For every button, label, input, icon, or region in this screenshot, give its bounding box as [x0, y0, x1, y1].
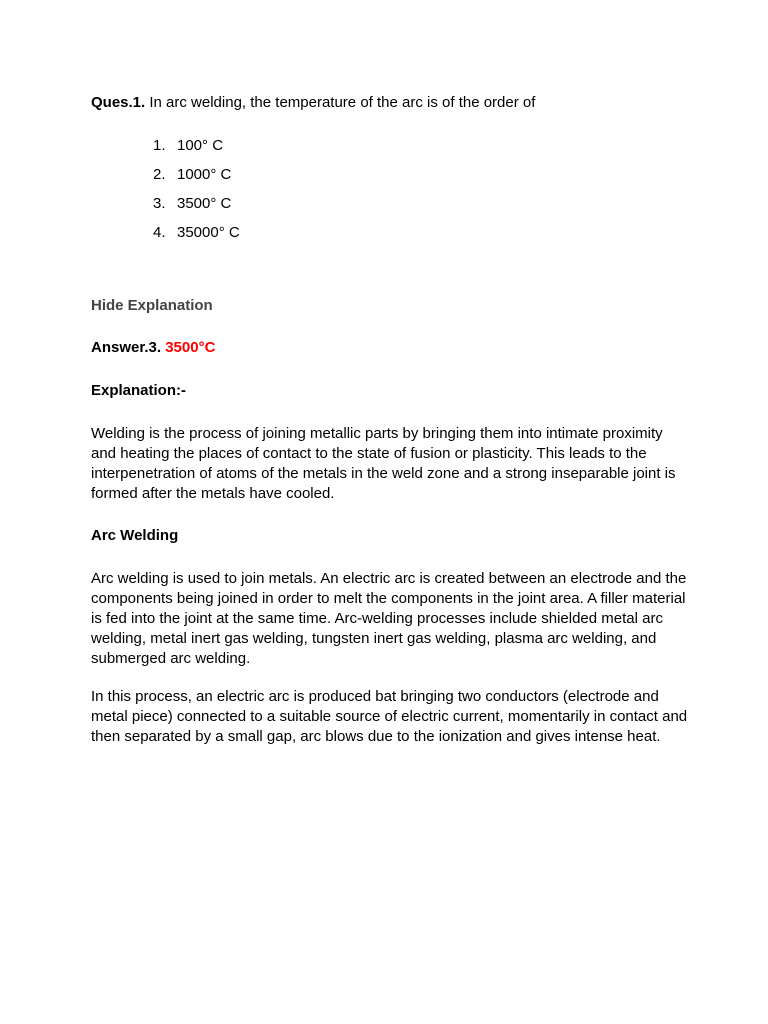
option-number: 1.: [153, 137, 166, 154]
question-label: Ques.1.: [91, 94, 146, 111]
option-text: 100° C: [177, 137, 224, 154]
explanation-heading: Explanation:-: [91, 382, 187, 399]
option-item: [153, 165, 691, 185]
answer-line: [91, 338, 691, 358]
option-number: 4.: [153, 224, 166, 241]
option-text: 3500° C: [177, 195, 232, 212]
option-text: 35000° C: [177, 224, 240, 241]
arc-welding-paragraph-2: In this process, an electric arc is produced bat bringing two conductors (electrode and metal piece) connected to a suitable source of electric current, momentarily in contact and then separated by a small gap, arc blows due to the ionization and gives intense heat.: [91, 688, 688, 745]
answer-label: Answer.3.: [91, 339, 166, 356]
option-item: [153, 223, 691, 243]
option-item: [153, 194, 691, 214]
question-text: In arc welding, the temperature of the arc is of the order of: [145, 94, 536, 111]
option-item: [153, 136, 691, 156]
answer-value: 3500°C: [165, 339, 216, 356]
question: [91, 93, 691, 113]
answer-options: [91, 136, 691, 243]
arc-welding-heading: Arc Welding: [91, 527, 179, 544]
option-text: 1000° C: [177, 166, 232, 183]
arc-welding-paragraph-1: Arc welding is used to join metals. An electric arc is created between an electrode and the components being joined in order to melt the components in the joint area. A filler material is fed into the joint at the same time. Arc-welding processes include shielded metal arc welding, metal inert gas welding, tungsten inert gas welding, plasma arc welding, and submerged arc welding.: [91, 570, 687, 667]
document-content: [91, 93, 691, 747]
option-number: 2.: [153, 166, 166, 183]
hide-explanation-toggle[interactable]: Hide Explanation: [91, 297, 213, 314]
option-number: 3.: [153, 195, 166, 212]
explanation-intro-paragraph: Welding is the process of joining metallic parts by bringing them into intimate proximity and heating the places of contact to the state of fusion or plasticity. This leads to the interpenetration of atoms of the metals in the weld zone and a strong inseparable joint is formed after the metals have cooled.: [91, 425, 676, 502]
